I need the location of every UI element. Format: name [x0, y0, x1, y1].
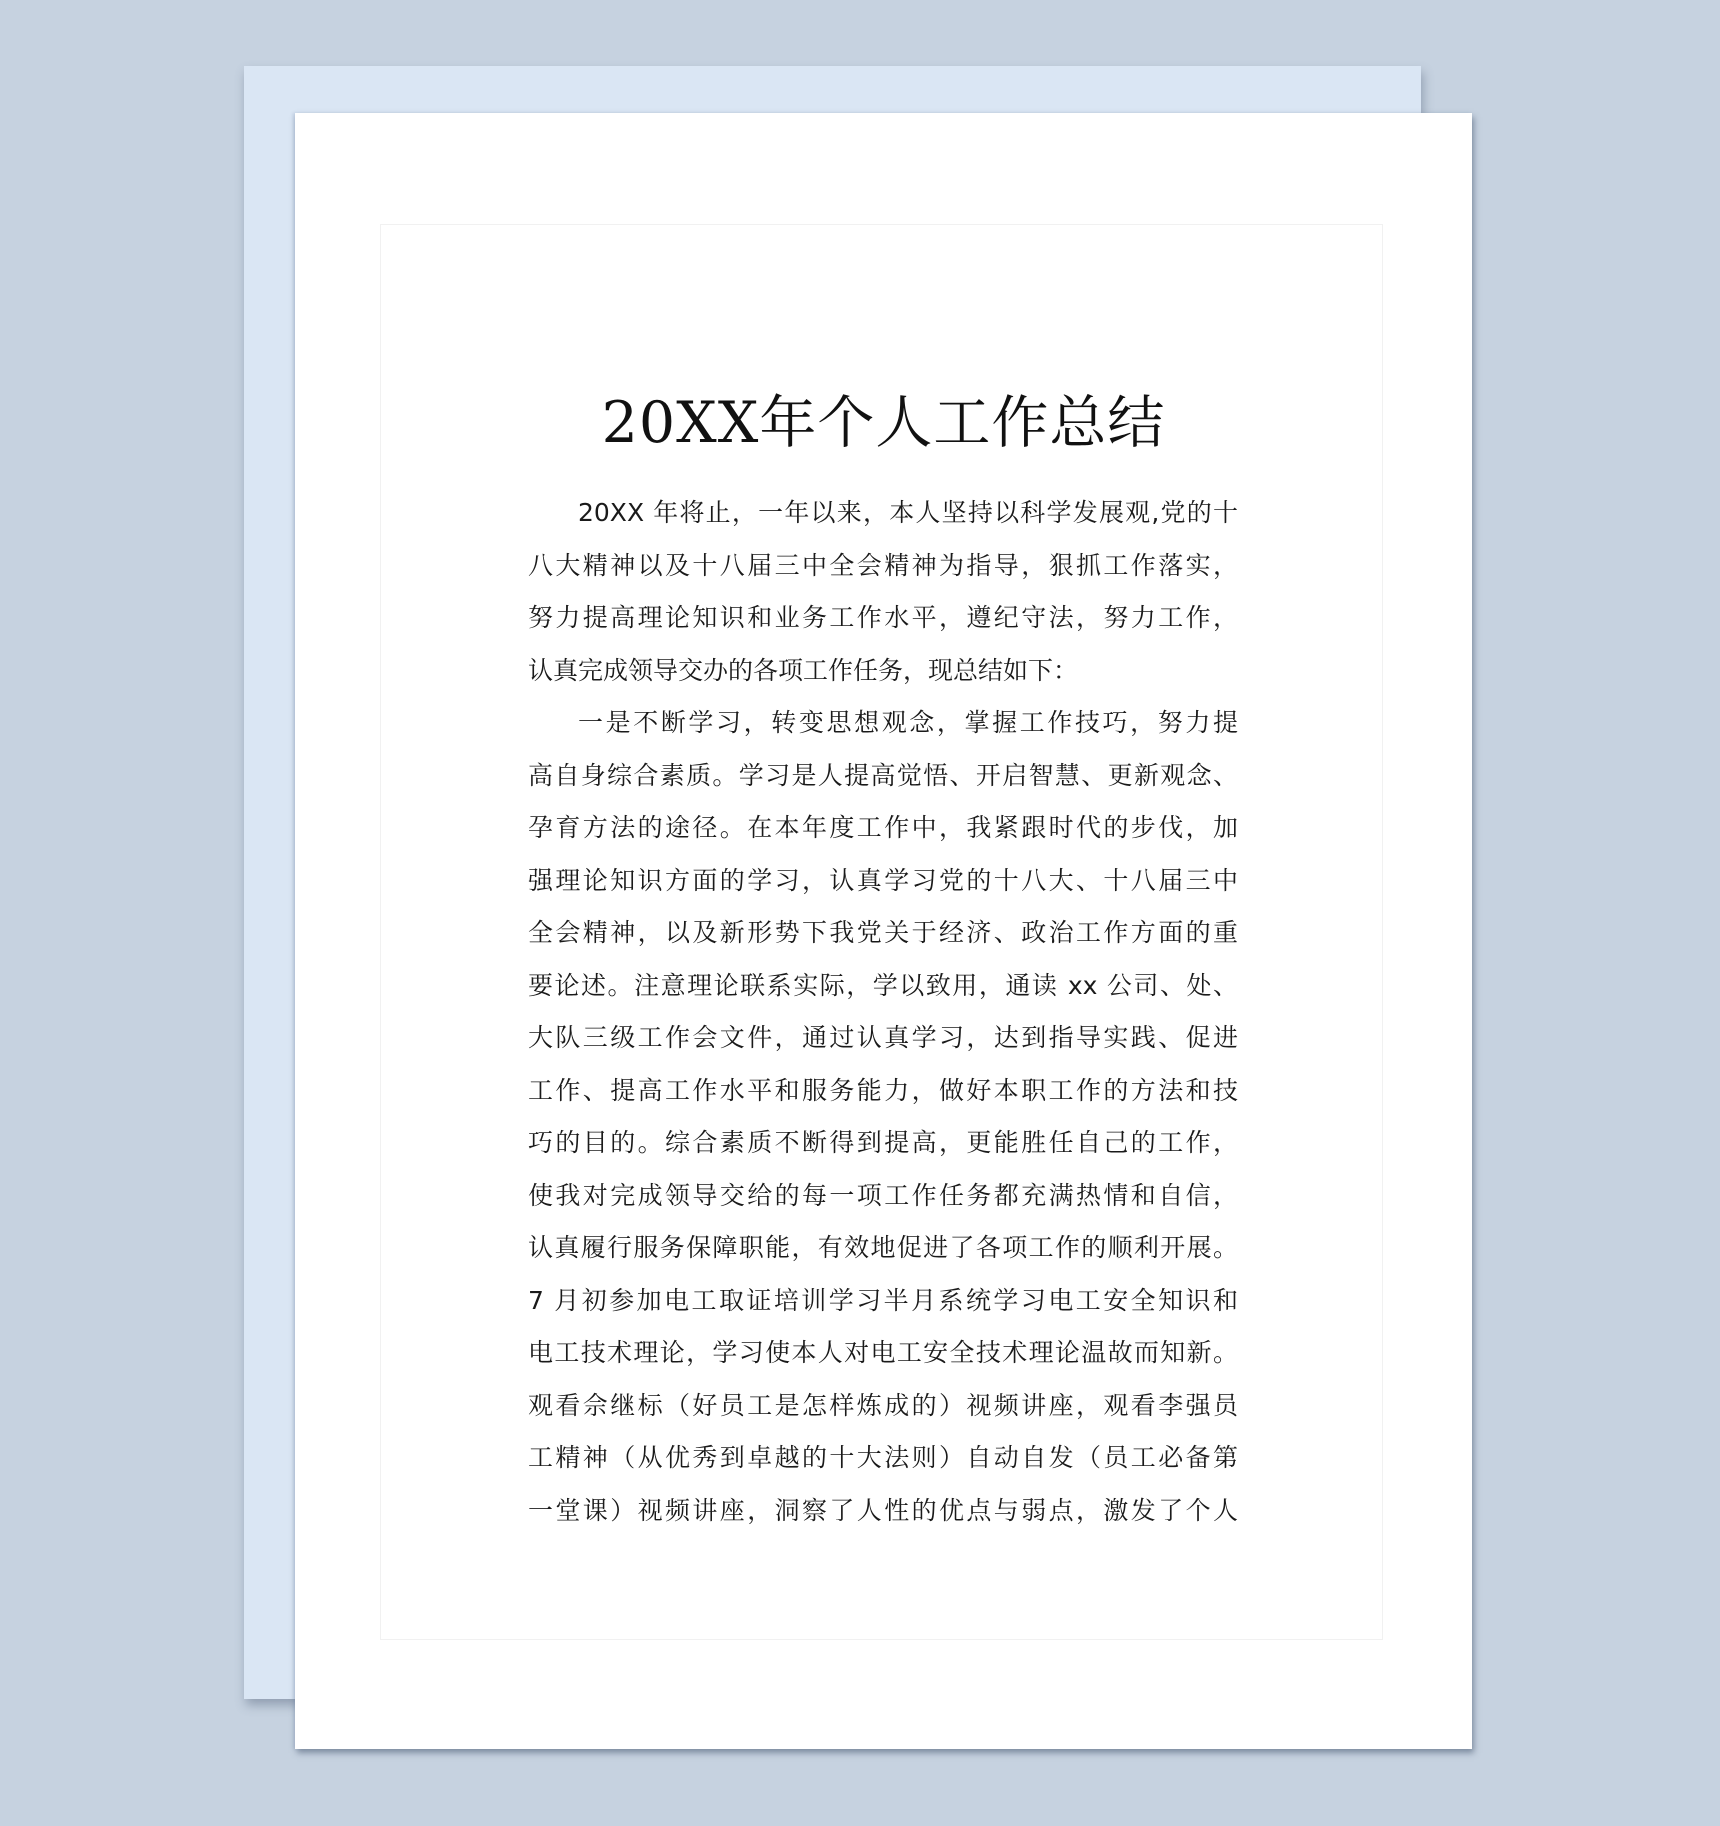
- text-line: 观看佘继标（好员工是怎样炼成的）视频讲座，观看李强员: [528, 1390, 1238, 1420]
- text-line: 工作、提高工作水平和服务能力，做好本职工作的方法和技: [528, 1075, 1238, 1105]
- text-line: 一堂课）视频讲座，洞察了人性的优点与弱点，激发了个人: [528, 1495, 1238, 1525]
- paragraph-learning: [528, 697, 1238, 1537]
- text-line: 20XX 年将止，一年以来，本人坚持以科学发展观,党的十: [578, 498, 1238, 527]
- text-line: 一是不断学习，转变思想观念，掌握工作技巧，努力提: [578, 708, 1238, 737]
- text-line: 高自身综合素质。学习是人提高觉悟、开启智慧、更新观念、: [528, 760, 1238, 790]
- text-line: 7 月初参加电工取证培训学习半月系统学习电工安全知识和: [528, 1285, 1238, 1315]
- text-line: 努力提高理论知识和业务工作水平，遵纪守法，努力工作，: [528, 603, 1238, 632]
- front-page-sheet: [295, 113, 1472, 1749]
- text-line: 孕育方法的途径。在本年度工作中，我紧跟时代的步伐，加: [528, 813, 1238, 842]
- document-body: [528, 487, 1238, 1537]
- text-line: 巧的目的。综合素质不断得到提高，更能胜任自己的工作，: [528, 1128, 1238, 1157]
- paragraph-intro: [528, 487, 1238, 697]
- text-line: 大队三级工作会文件，通过认真学习，达到指导实践、促进: [528, 1023, 1238, 1052]
- text-line: 使我对完成领导交给的每一项工作任务都充满热情和自信，: [528, 1180, 1238, 1210]
- text-line: 要论述。注意理论联系实际，学以致用，通读 xx 公司、处、: [528, 970, 1238, 1000]
- text-line: 强理论知识方面的学习，认真学习党的十八大、十八届三中: [528, 865, 1238, 895]
- text-line: 电工技术理论，学习使本人对电工安全技术理论温故而知新。: [528, 1338, 1238, 1367]
- text-line: 认真完成领导交办的各项工作任务，现总结如下：: [528, 655, 1079, 685]
- text-line: 认真履行服务保障职能，有效地促进了各项工作的顺利开展。: [528, 1233, 1238, 1262]
- text-line: 八大精神以及十八届三中全会精神为指导，狠抓工作落实，: [528, 550, 1238, 580]
- document-title: 20XX年个人工作总结: [601, 390, 1166, 457]
- text-line: 工精神（从优秀到卓越的十大法则）自动自发（员工必备第: [528, 1443, 1238, 1472]
- text-line: 全会精神，以及新形势下我党关于经济、政治工作方面的重: [528, 918, 1238, 947]
